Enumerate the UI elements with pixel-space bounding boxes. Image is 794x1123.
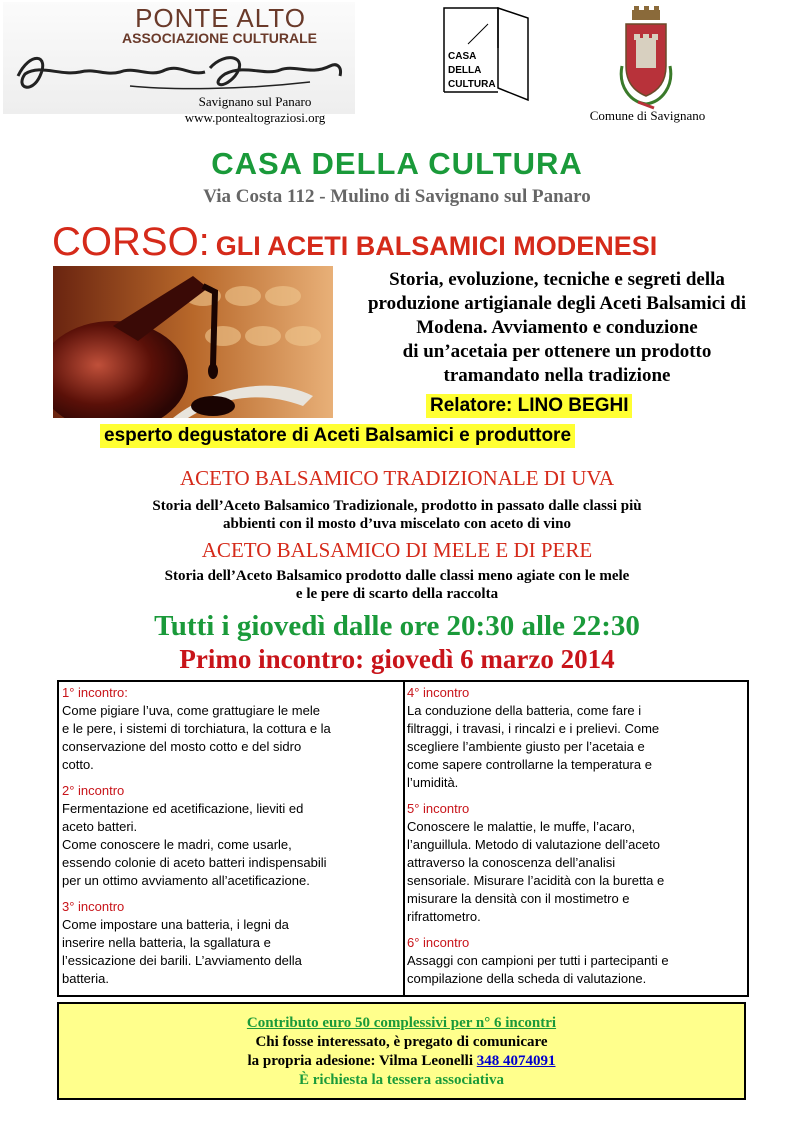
meeting-line: Come impostare una batteria, i legni da — [62, 917, 289, 932]
meeting-line: Come pigiare l’uva, come grattugiare le mele — [62, 703, 320, 718]
casa-line-3: CULTURA — [448, 79, 496, 90]
table-divider — [403, 682, 405, 995]
meeting-line: La conduzione della batteria, come fare i — [407, 703, 642, 718]
balsamic-vinegar-photo — [53, 266, 333, 418]
speaker-label: Relatore: LINO BEGHI — [426, 394, 632, 418]
meeting-line: inserire nella batteria, la sgallatura e — [62, 935, 271, 950]
meeting-line: l’essicazione dei barili. L’avviamento della — [62, 953, 302, 968]
meeting-line: essendo colonie di aceto batteri indispensabili — [62, 855, 327, 870]
meetings-table — [57, 680, 749, 997]
section-line: abbienti con il mosto d’uva miscelato con aceto di vino — [223, 516, 571, 532]
description-line: tramandato nella tradizione — [443, 365, 671, 386]
membership-text: È richiesta la tessera associativa — [299, 1072, 504, 1088]
ponte-alto-title: PONTE ALTO — [135, 3, 306, 33]
coat-of-arms-icon — [618, 6, 674, 110]
ponte-alto-contact — [150, 94, 360, 126]
fee-text: Contributo euro 50 complessivi per n° 6 incontri — [246, 1015, 557, 1031]
meeting-label: 4° incontro — [407, 685, 470, 700]
ponte-alto-subtitle: ASSOCIAZIONE CULTURALE — [122, 30, 317, 46]
info-line-2: Chi fosse interessato, è pregato di comunicare — [255, 1034, 548, 1050]
section-title-uva: ACETO BALSAMICO TRADIZIONALE DI UVA — [180, 466, 614, 490]
meeting-line: e le pere, i sistemi di torchiatura, la cottura e la — [62, 721, 331, 736]
meetings-left-column — [62, 684, 400, 988]
contact-name: la propria adesione: Vilma Leonelli — [247, 1053, 474, 1069]
casa-line-1: CASA — [448, 51, 477, 62]
meeting-line: batteria. — [62, 971, 109, 986]
section-title-mele: ACETO BALSAMICO DI MELE E DI PERE — [201, 538, 593, 562]
casa-della-cultura-logo — [430, 4, 532, 102]
meeting-line: scegliere l’ambiente giusto per l’acetaia e — [407, 739, 645, 754]
meeting-label: 3° incontro — [62, 899, 125, 914]
info-box — [57, 1002, 746, 1100]
comune-label: Comune di Savignano — [589, 108, 706, 123]
description-line: Storia, evoluzione, tecniche e segreti della — [389, 269, 725, 290]
course-prefix: CORSO: — [52, 220, 210, 264]
info-line-3 — [59, 1052, 744, 1071]
section-text-uva — [0, 497, 794, 533]
meeting-line: l’anguillula. Metodo di valutazione dell’aceto — [407, 837, 660, 852]
meeting-line: come sapere controllarne la temperatura e — [407, 757, 652, 772]
signature-image — [10, 46, 345, 96]
phone-link[interactable]: 348 4074091 — [476, 1053, 556, 1069]
first-meeting-text: Primo incontro: giovedì 6 marzo 2014 — [179, 644, 615, 674]
page-title: CASA DELLA CULTURA — [211, 146, 583, 181]
place-text: Savignano sul Panaro — [198, 94, 312, 109]
website-text: www.pontealtograziosi.org — [184, 110, 326, 125]
course-name: GLI ACETI BALSAMICI MODENESI — [215, 231, 658, 261]
meeting-line: aceto batteri. — [62, 819, 138, 834]
description-line: Modena. Avviamento e conduzione — [416, 317, 698, 338]
speaker-role: esperto degustatore di Aceti Balsamici e produttore — [100, 424, 575, 448]
meeting-label: 2° incontro — [62, 783, 125, 798]
meetings-right-column — [407, 684, 745, 988]
section-line: Storia dell’Aceto Balsamico prodotto dalle classi meno agiate con le mele — [164, 568, 630, 584]
meeting-line: filtraggi, i travasi, i rincalzi e i prelievi. Come — [407, 721, 660, 736]
section-text-mele — [0, 567, 794, 603]
casa-line-2: DELLA — [448, 65, 482, 76]
meeting-line: compilazione della scheda di valutazione. — [407, 971, 647, 986]
meeting-line: l’umidità. — [407, 775, 459, 790]
section-line: e le pere di scarto della raccolta — [295, 586, 499, 602]
meeting-line: misurare la densità con il mostimetro e — [407, 891, 630, 906]
description-line: di un’acetaia per ottenere un prodotto — [402, 341, 712, 362]
meeting-line: attraverso la conoscenza dell’analisi — [407, 855, 616, 870]
section-line: Storia dell’Aceto Balsamico Tradizionale, prodotto in passato dalle classi più — [152, 498, 642, 514]
meeting-line: Come conoscere le madri, come usarle, — [62, 837, 292, 852]
meeting-line: Conoscere le malattie, le muffe, l’acaro, — [407, 819, 636, 834]
meeting-label: 1° incontro: — [62, 685, 128, 700]
meeting-line: Assaggi con campioni per tutti i partecipanti e — [407, 953, 669, 968]
description-line: produzione artigianale degli Aceti Balsamici di — [367, 293, 747, 314]
meeting-line: conservazione del mosto cotto e del sidro — [62, 739, 302, 754]
course-description — [320, 268, 794, 388]
meeting-line: per un ottimo avviamento all’acetificazione. — [62, 873, 310, 888]
meeting-line: cotto. — [62, 757, 94, 772]
meeting-label: 5° incontro — [407, 801, 470, 816]
course-heading — [52, 220, 657, 265]
meeting-label: 6° incontro — [407, 935, 470, 950]
meeting-line: rifrattometro. — [407, 909, 481, 924]
schedule-text: Tutti i giovedì dalle ore 20:30 alle 22:30 — [154, 610, 640, 642]
meeting-line: sensoriale. Misurare l’acidità con la buretta e — [407, 873, 665, 888]
address-text: Via Costa 112 - Mulino di Savignano sul Panaro — [203, 186, 591, 207]
meeting-line: Fermentazione ed acetificazione, lieviti ed — [62, 801, 304, 816]
